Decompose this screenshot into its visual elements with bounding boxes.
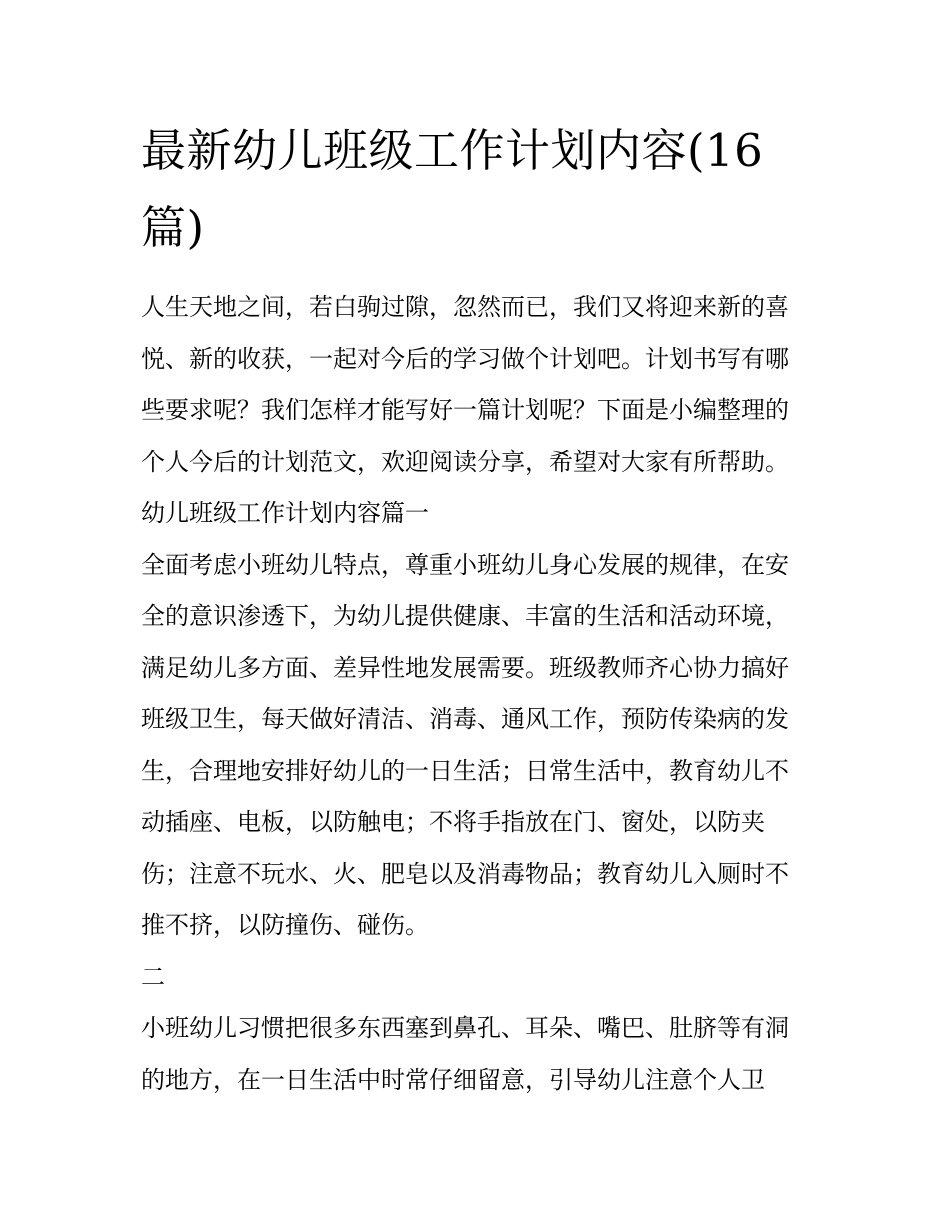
section-1-paragraph <box>141 540 813 952</box>
text-line: 班级卫生，每天做好清洁、消毒、通风工作，预防传染病的发 <box>141 705 789 733</box>
text-line: 人生天地之间，若白驹过隙，忽然而已，我们又将迎来新的喜 <box>141 293 789 321</box>
text-line: 满足幼儿多方面、差异性地发展需要。班级教师齐心协力搞好 <box>141 653 789 682</box>
section-2-paragraph <box>141 1003 813 1106</box>
document-body <box>141 282 813 1106</box>
title-line: 篇) <box>141 201 205 254</box>
text-line: 个人今后的计划范文，欢迎阅读分享，希望对大家有所帮助。 <box>141 447 789 476</box>
document-title <box>141 112 813 266</box>
text-line: 动插座、电板，以防触电；不将手指放在门、窗处，以防夹 <box>141 808 765 836</box>
document-content <box>141 112 813 1106</box>
text-line: 小班幼儿习惯把很多东西塞到鼻孔、耳朵、嘴巴、肚脐等有洞 <box>141 1014 789 1042</box>
title-line: 最新幼儿班级工作计划内容(16 <box>141 124 764 177</box>
text-line: 全面考虑小班幼儿特点，尊重小班幼儿身心发展的规律，在安 <box>141 550 789 579</box>
text-line: 些要求呢？我们怎样才能写好一篇计划呢？下面是小编整理的 <box>141 396 789 424</box>
intro-paragraph <box>141 282 813 488</box>
subheading-two: 二 <box>141 962 165 991</box>
text-line: 生，合理地安排好幼儿的一日生活；日常生活中，教育幼儿不 <box>141 756 789 785</box>
text-line: 悦、新的收获，一起对今后的学习做个计划吧。计划书写有哪 <box>141 344 789 373</box>
text-line: 伤；注意不玩水、火、肥皂以及消毒物品；教育幼儿入厕时不 <box>141 859 789 888</box>
text-line: 全的意识渗透下，为幼儿提供健康、丰富的生活和活动环境， <box>141 602 789 630</box>
section-heading: 幼儿班级工作计划内容篇一 <box>141 499 429 527</box>
text-line: 的地方，在一日生活中时常仔细留意，引导幼儿注意个人卫 <box>141 1065 765 1094</box>
text-line: 推不挤，以防撞伤、碰伤。 <box>141 911 429 939</box>
